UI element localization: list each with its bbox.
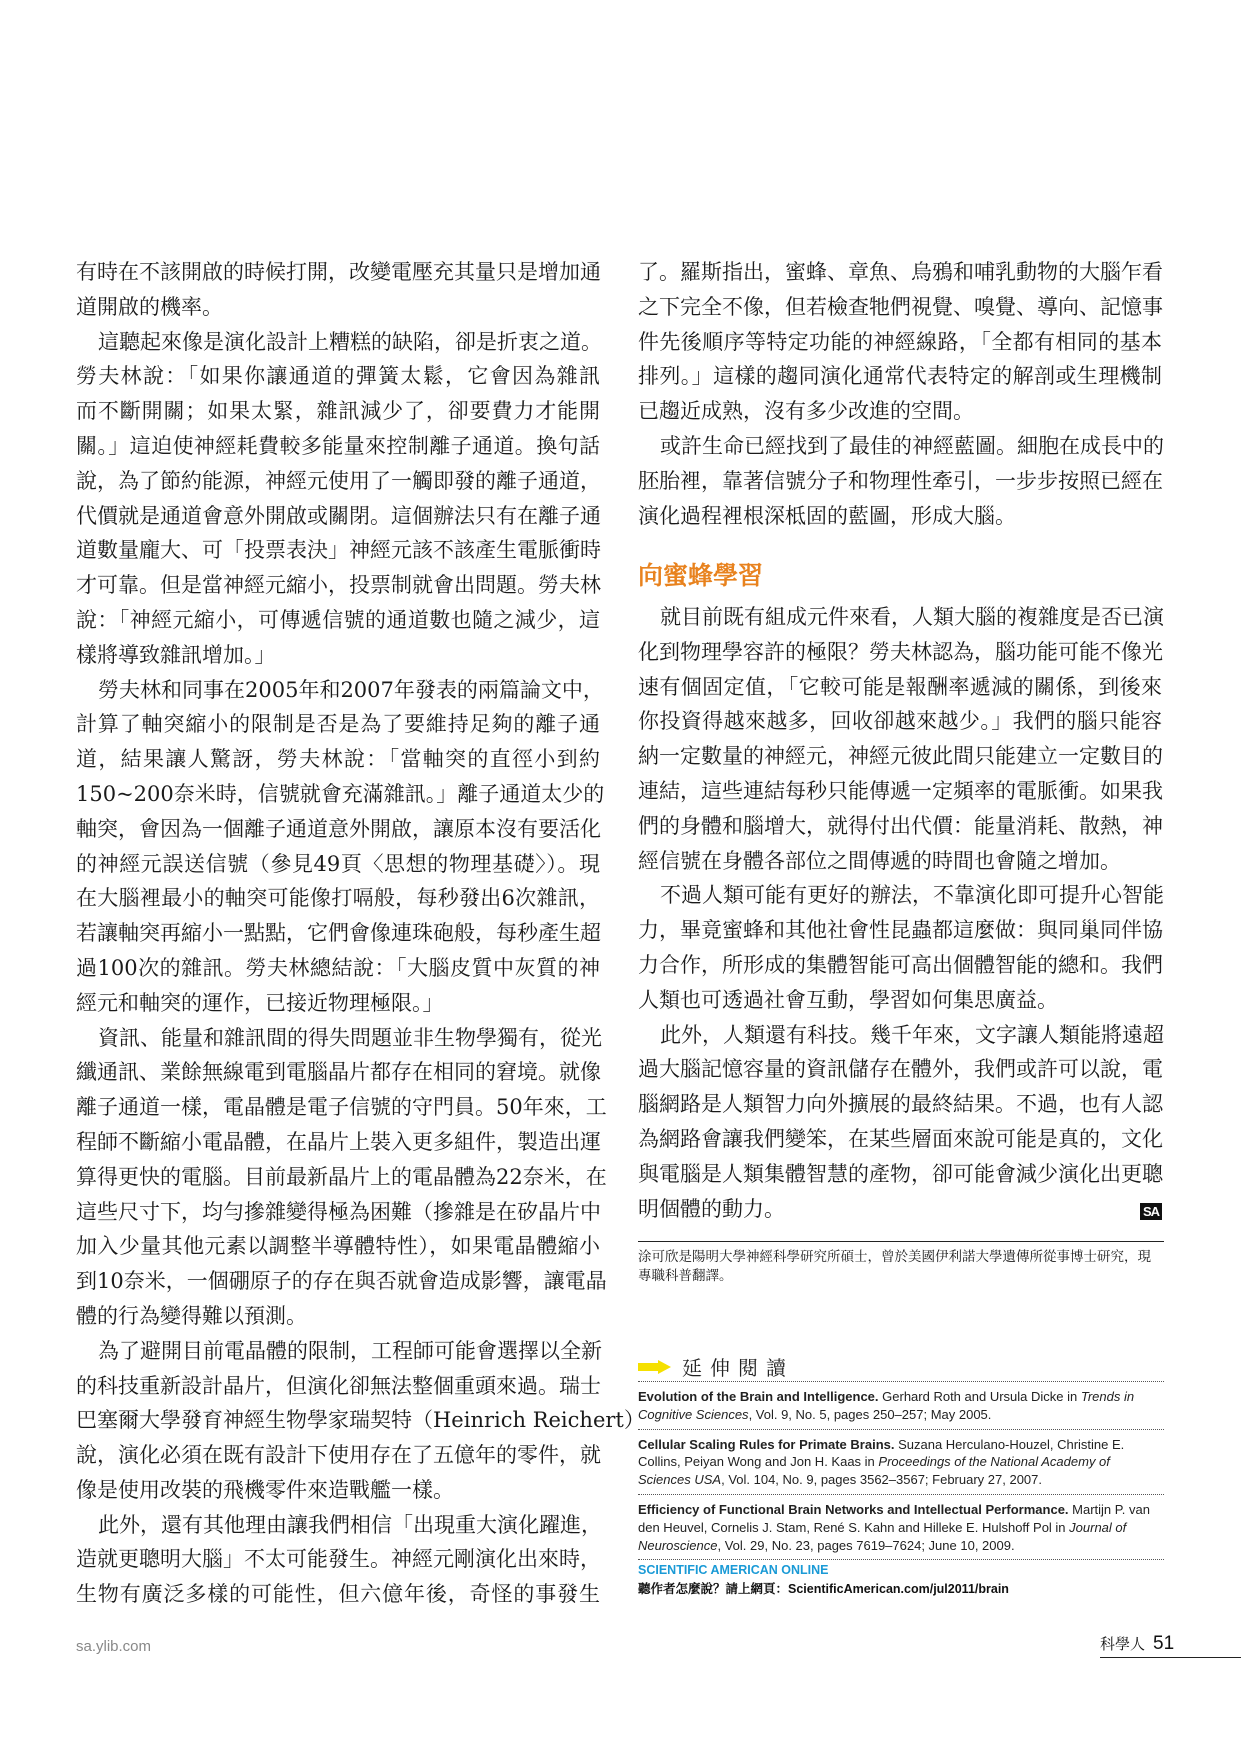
text-line: 經元和軸突的運作，已接近物理極限。」: [76, 990, 444, 1015]
reference-authors: Suzana Herculano-Houzel, Christine E. Collins, Peiyan Wong and Jon H. Kaas in: [638, 1436, 1125, 1470]
text-line: 勞夫林和同事在2005年和2007年發表的兩篇論文中，: [98, 677, 604, 702]
text-line: 速有個固定值，「它較可能是報酬率遞減的關係，到後來: [638, 674, 1162, 699]
text-line: 此外，人類還有科技。幾千年來，文字讓人類能將遠超: [660, 1022, 1164, 1047]
text-line: 有時在不該開啟的時候打開，改變電壓充其量只是增加通: [76, 260, 601, 284]
reference-title: Cellular Scaling Rules for Primate Brains.: [638, 1436, 895, 1452]
text-line: 為了避開目前電晶體的限制，工程師可能會選擇以全新: [98, 1338, 602, 1363]
author-bio: 涂可欣是陽明大學神經科學研究所碩士，曾於美國伊利諾大學遺傳所從事博士研究，現專職科普翻譯。: [638, 1249, 1151, 1284]
text-line: 演化過程裡根深柢固的藍圖，形成大腦。: [638, 503, 1016, 528]
further-reading-header: [638, 1352, 794, 1381]
text-line: 而不斷開關；如果太緊，雜訊減少了，卻要費力才能開: [76, 399, 600, 424]
text-line: 此外，還有其他理由讓我們相信「出現重大演化躍進，: [98, 1512, 602, 1537]
text-line: 件先後順序等特定功能的神經線路，「全都有相同的基本: [638, 329, 1162, 354]
reference-details: , Vol. 29, No. 23, pages 7619–7624; June 10, 2009.: [717, 1537, 1015, 1553]
paragraph: [638, 878, 1162, 1017]
text-line: 已趨近成熟，沒有多少改進的空間。: [638, 399, 974, 424]
text-line: 代價就是通道會意外開啟或關閉。這個辦法只有在離子通: [76, 503, 601, 528]
text-line: 了。羅斯指出，蜜蜂、章魚、烏鴉和哺乳動物的大腦乍看: [638, 260, 1163, 284]
reference-authors: Gerhard Roth and Ursula Dicke in: [878, 1389, 1081, 1404]
right-column-top: [638, 255, 1162, 533]
text-line: 就目前既有組成元件來看，人類大腦的複雜度是否已演: [660, 605, 1164, 629]
further-reading-title: 延伸閱讀: [682, 1356, 794, 1380]
text-line: 不過人類可能有更好的辦法，不靠演化即可提升心智能: [660, 883, 1164, 908]
text-line: 到10奈米，一個硼原子的存在與否就會造成影響，讓電晶: [76, 1269, 607, 1294]
text-line: 你投資得越來越多，回收卻越來越少。」我們的腦只能容: [638, 709, 1162, 734]
paragraph: [76, 325, 600, 673]
arrow-icon: [638, 1360, 672, 1374]
text-line: 道數量龐大、可「投票表決」神經元該不該產生電脈衝時: [76, 538, 601, 563]
text-line: 為網路會讓我們變笨，在某些層面來說可能是真的，文化: [638, 1126, 1163, 1151]
text-line: 樣將導致雜訊增加。」: [76, 642, 276, 667]
text-line: 的神經元誤送信號（參見49頁〈思想的物理基礎〉）。現: [76, 851, 600, 876]
folio: [1100, 1633, 1241, 1658]
text-line: 人類也可透過社會互動，學習如何集思廣益。: [638, 987, 1058, 1012]
text-line: 生物有廣泛多樣的可能性，但六億年後，奇怪的事發生: [76, 1582, 600, 1607]
magazine-name: 科學人: [1100, 1636, 1146, 1653]
text-line: 造就更聰明大腦」不太可能發生。神經元剛演化出來時，: [76, 1547, 601, 1572]
text-line: 們的身體和腦增大，就得付出代價：能量消耗、散熱，神: [638, 813, 1163, 838]
paragraph: [638, 255, 1162, 429]
text-line: 巴塞爾大學發育神經生物學家瑞契特（Heinrich Reichert）: [76, 1408, 645, 1433]
text-line: 與電腦是人類集體智慧的產物，卻可能會減少演化出更聰: [638, 1161, 1163, 1186]
page-number: 51: [1153, 1633, 1175, 1654]
paragraph: [638, 1018, 1162, 1227]
text-line: 在大腦裡最小的軸突可能像打嗝般，每秒發出6次雜訊，: [76, 886, 600, 911]
text-line: 經信號在身體各部位之間傳遞的時間也會隨之增加。: [638, 848, 1121, 873]
text-line: 的科技重新設計晶片，但演化卻無法整個重頭來過。瑞士: [76, 1373, 601, 1398]
text-line: 力，畢竟蜜蜂和其他社會性昆蟲都這麼做：與同巢同伴協: [638, 918, 1163, 943]
paragraph: [76, 1334, 645, 1508]
text-line: 說，為了節約能源，神經元使用了一觸即發的離子通道，: [76, 468, 601, 493]
text-line: 道開啟的機率。: [76, 294, 223, 319]
text-line: 資訊、能量和雜訊間的得失問題並非生物學獨有，從光: [98, 1025, 602, 1050]
text-line: 像是使用改裝的飛機零件來造戰艦一樣。: [76, 1477, 454, 1502]
text-line: 力合作，所形成的集體智能可高出個體智能的總和。我們: [638, 952, 1163, 977]
end-mark-icon: SA: [1140, 1203, 1162, 1220]
text-line: 納一定數量的神經元，神經元彼此間只能建立一定數目的: [638, 744, 1163, 769]
text-line: 算得更快的電腦。目前最新晶片上的電晶體為22奈米，在: [76, 1164, 607, 1189]
reference-item: [638, 1429, 1164, 1494]
text-line: 明個體的動力。: [638, 1196, 785, 1221]
text-line: 這聽起來像是演化設計上糟糕的缺陷，卻是折衷之道。: [98, 329, 602, 354]
right-column-bottom: [638, 600, 1162, 1226]
text-line: 若讓軸突再縮小一點點，它們會像連珠砲般，每秒產生超: [76, 921, 601, 946]
section-heading: 向蜜蜂學習: [638, 561, 764, 590]
reference-journal: Journal of Neuroscience: [638, 1519, 1127, 1553]
left-column: [76, 255, 645, 1612]
text-line: 說，演化必須在既有設計下使用存在了五億年的零件，就: [76, 1443, 601, 1468]
reference-journal: Trends in Cognitive Sciences: [638, 1389, 1135, 1422]
text-line: 說：「神經元縮小，可傳遞信號的通道數也隨之減少，這: [76, 607, 600, 632]
reference-title: Evolution of the Brain and Intelligence.: [638, 1389, 879, 1404]
text-line: 胚胎裡，靠著信號分子和物理性牽引，一步步按照已經在: [638, 468, 1163, 493]
paragraph: [76, 255, 600, 325]
reference-details: , Vol. 9, No. 5, pages 250–257; May 2005.: [748, 1406, 992, 1422]
online-box: [638, 1563, 1009, 1597]
paragraph: [76, 1021, 607, 1334]
reference-details: , Vol. 104, No. 9, pages 3562–3567; February 27, 2007.: [721, 1472, 1042, 1488]
divider: [638, 1241, 1164, 1242]
text-line: 計算了軸突縮小的限制是否是為了要維持足夠的離子通: [76, 712, 600, 737]
text-line: 150~200奈米時，信號就會充滿雜訊。」離子通道太少的: [76, 781, 605, 806]
online-link[interactable]: 聽作者怎麼說？請上網頁：ScientificAmerican.com/jul2011/brain: [638, 1582, 1009, 1596]
reference-authors: Martijn P. van den Heuvel, Cornelis J. Stam, René S. Kahn and Hilleke E. Hulshoff Pol in: [638, 1501, 1150, 1535]
reference-item: [638, 1494, 1164, 1560]
text-line: 這些尺寸下，均勻摻雜變得極為困難（摻雜是在矽晶片中: [76, 1199, 601, 1224]
text-line: 軸突，會因為一個離子通道意外開啟，讓原本沒有要活化: [76, 816, 601, 841]
text-line: 才可靠。但是當神經元縮小，投票制就會出問題。勞夫林: [76, 573, 601, 598]
text-line: 纖通訊、業餘無線電到電腦晶片都存在相同的窘境。就像: [76, 1060, 601, 1085]
text-line: 連結，這些連結每秒只能傳遞一定頻率的電脈衝。如果我: [638, 778, 1163, 803]
text-line: 勞夫林說：「如果你讓通道的彈簧太鬆，它會因為雜訊: [76, 364, 600, 389]
text-line: 過100次的雜訊。勞夫林總結說：「大腦皮質中灰質的神: [76, 955, 600, 980]
reference-title: Efficiency of Functional Brain Networks and Intellectual Performance.: [638, 1501, 1069, 1517]
text-line: 排列。」這樣的趨同演化通常代表特定的解剖或生理機制: [638, 364, 1162, 389]
text-line: 過大腦記憶容量的資訊儲存在體外，我們或許可以說，電: [638, 1057, 1163, 1082]
text-line: 體的行為變得難以預測。: [76, 1303, 307, 1328]
text-line: 之下完全不像，但若檢查牠們視覺、嗅覺、導向、記憶事: [638, 294, 1163, 319]
text-line: 關。」這迫使神經耗費較多能量來控制離子通道。換句話: [76, 433, 600, 458]
reference-journal: Proceedings of the National Academy of Sciences USA: [638, 1454, 1110, 1488]
site-url: sa.ylib.com: [76, 1638, 152, 1655]
paragraph: [76, 1508, 600, 1612]
text-line: 程師不斷縮小電晶體，在晶片上裝入更多組件，製造出運: [76, 1129, 601, 1154]
paragraph: [76, 673, 605, 1021]
reference-item: [638, 1381, 1164, 1429]
text-line: 化到物理學容許的極限？勞夫林認為，腦功能可能不像光: [638, 639, 1163, 664]
paragraph: [638, 429, 1162, 533]
text-line: 離子通道一樣，電晶體是電子信號的守門員。50年來，工: [76, 1095, 607, 1120]
text-line: 或許生命已經找到了最佳的神經藍圖。細胞在成長中的: [660, 433, 1164, 458]
text-line: 加入少量其他元素以調整半導體特性），如果電晶體縮小: [76, 1234, 600, 1259]
paragraph: [638, 600, 1162, 878]
text-line: 道，結果讓人驚訝，勞夫林說：「當軸突的直徑小到約: [76, 747, 600, 772]
reference-list: [638, 1381, 1164, 1560]
text-line: 腦網路是人類智力向外擴展的最終結果。不過，也有人認: [638, 1092, 1163, 1117]
online-title: SCIENTIFIC AMERICAN ONLINE: [638, 1563, 829, 1577]
